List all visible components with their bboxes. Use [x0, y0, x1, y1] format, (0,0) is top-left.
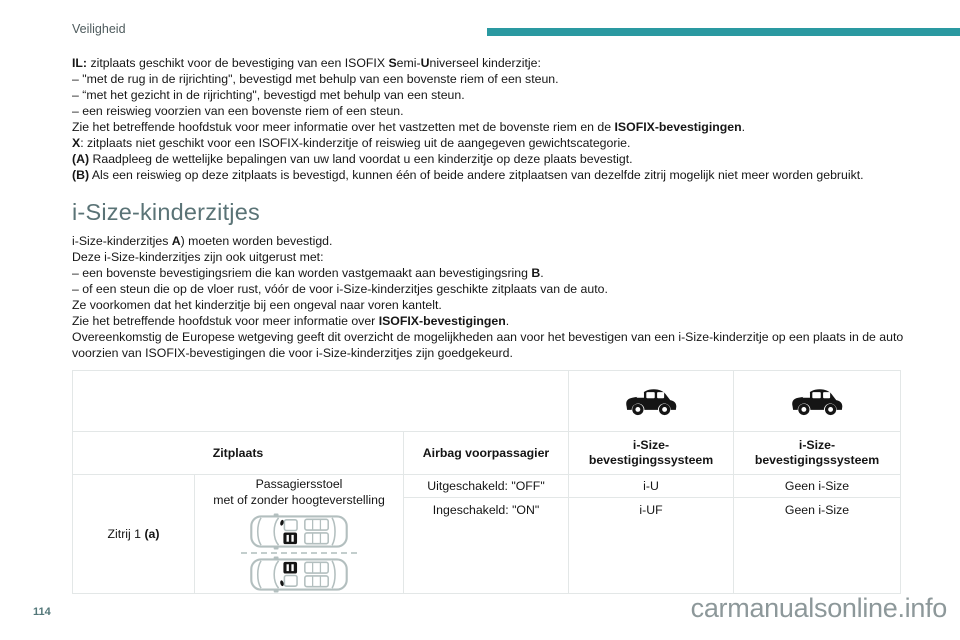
car-top-view-child-seat-diagram — [248, 556, 350, 593]
cell-isize-left-on: i-UF — [569, 498, 734, 594]
watermark: carmanualsonline.info — [690, 593, 947, 623]
intro-line-bullet-1: – "met de rug in de rijrichting", bevestigd met behulp van een bovenste riem of een steun. — [72, 72, 559, 86]
intro-line-b: (B) Als een reiswieg op deze zitplaats is bevestigd, kunnen één of beide andere zitplaatsen van dezelfde zitrij mogelijk niet meer worden gebruikt. — [72, 168, 864, 182]
section-paragraphs — [72, 233, 905, 361]
column-header-isize-left: i-Size-bevestigingssysteem — [569, 432, 734, 475]
intro-line-x: X: zitplaats niet geschikt voor een ISOFIX-kinderzitje of reiswieg uit de aangegeven gewichtscategorie. — [72, 136, 631, 150]
cell-airbag-on: Ingeschakeld: "ON" — [404, 498, 569, 594]
section-line-1: i-Size-kinderzitjes A) moeten worden bevestigd. — [72, 234, 333, 248]
section-line-reference: Zie het betreffende hoofdstuk voor meer informatie over ISOFIX-bevestigingen. — [72, 314, 510, 328]
table-cell-car-left — [569, 371, 734, 432]
cell-airbag-off: Uitgeschakeld: "OFF" — [404, 475, 569, 498]
column-header-airbag: Airbag voorpassagier — [404, 432, 569, 475]
seat-position-diagrams — [195, 513, 403, 593]
section-line-2: Deze i-Size-kinderzitjes zijn ook uitgerust met: — [72, 250, 324, 264]
car-icon — [788, 386, 846, 416]
section-line-bullet-2: – of een steun die op de vloer rust, vóór de voor i-Size-kinderzitjes geschikte zitplaats van de auto. — [72, 282, 608, 296]
diagram-divider-dashed-line — [241, 552, 357, 554]
page-number: 114 — [33, 606, 51, 618]
intro-line-il: IL: zitplaats geschikt voor de bevestiging van een ISOFIX Semi-Universeel kinderzitje: — [72, 56, 541, 70]
cell-passagiersstoel — [195, 475, 404, 594]
seat-description-line-2: met of zonder hoogteverstelling — [213, 492, 385, 507]
table-cell-car-right — [734, 371, 901, 432]
intro-paragraphs — [72, 55, 905, 183]
seat-description-line-1: Passagiersstoel — [255, 476, 343, 491]
intro-line-a: (A) Raadpleeg de wettelijke bepalingen van uw land voordat u een kinderzitje op deze plaats bevestigt. — [72, 152, 633, 166]
cell-isize-right-on: Geen i-Size — [734, 498, 901, 594]
car-icon — [622, 386, 680, 416]
isize-overview-table — [72, 370, 901, 594]
table-row-icons — [73, 371, 901, 432]
column-header-zitplaats: Zitplaats — [73, 432, 404, 475]
cell-isize-right-off: Geen i-Size — [734, 475, 901, 498]
column-header-isize-right: i-Size-bevestigingssysteem — [734, 432, 901, 475]
page-content — [72, 55, 905, 594]
header-accent-bar — [487, 28, 960, 36]
section-line-overview: Overeenkomstig de Europese wetgeving geeft dit overzicht de mogelijkheden aan voor het bevestigen van een i-Size-kinderzitje op een plaats in de auto voorzien van ISOFIX-bevestigingen die voor i-Size-kinderzitjes zijn goedgekeurd. — [72, 330, 904, 360]
cell-isize-left-off: i-U — [569, 475, 734, 498]
chapter-label: Veiligheid — [72, 22, 126, 36]
section-line-bullet-1: – een bovenste bevestigingsriem die kan worden vastgemaakt aan bevestigingsring B. — [72, 266, 544, 280]
section-title: i-Size-kinderzitjes — [72, 199, 260, 225]
intro-line-bullet-2: – “met het gezicht in de rijrichting", bevestigd met behulp van een steun. — [72, 88, 465, 102]
intro-line-reference: Zie het betreffende hoofdstuk voor meer informatie over het vastzetten met de bovenste riem en de ISOFIX-bevestigingen. — [72, 120, 746, 134]
table-row-airbag-off — [73, 475, 901, 498]
cell-zitrij: Zitrij 1 (a) — [73, 475, 195, 594]
table-empty-header-cell — [73, 371, 569, 432]
section-line-3: Ze voorkomen dat het kinderzitje bij een ongeval naar voren kantelt. — [72, 298, 442, 312]
intro-line-bullet-3: – een reiswieg voorzien van een bovenste riem of een steun. — [72, 104, 404, 118]
car-top-view-child-seat-diagram — [248, 513, 350, 550]
table-row-headers — [73, 432, 901, 475]
